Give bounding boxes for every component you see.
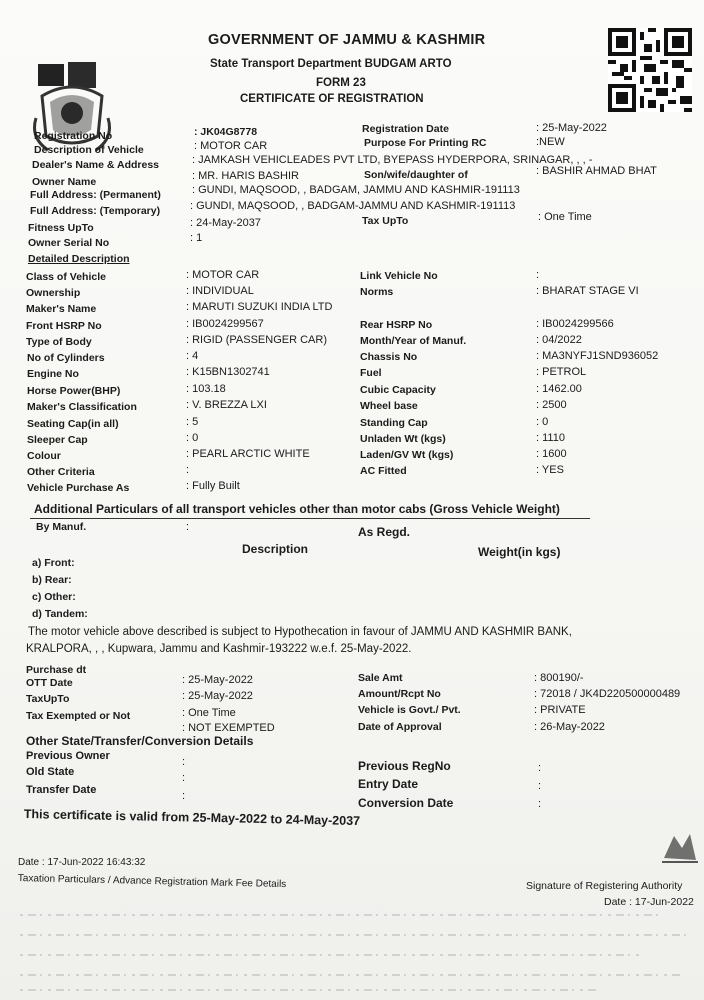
detailed-left-value: : PEARL ARCTIC WHITE: [186, 448, 310, 460]
purchase-left-value: : NOT EXEMPTED: [182, 722, 275, 734]
form-number: FORM 23: [316, 77, 366, 89]
detailed-left-value: : K15BN1302741: [186, 366, 270, 378]
qr-code-icon: [608, 28, 692, 112]
purchase-right-label: Date of Approval: [358, 721, 442, 733]
previous-owner-colon: :: [182, 756, 186, 768]
detailed-left-value: : Fully Built: [186, 480, 240, 492]
detailed-right-value: :: [536, 269, 540, 281]
detailed-left-label: Seating Cap(in all): [27, 418, 119, 430]
detailed-right-value: : 1110: [536, 432, 565, 444]
signature-label: Signature of Registering Authority: [526, 880, 683, 892]
purchase-left-value: : 25-May-2022: [182, 674, 253, 686]
purchase-right-label: Vehicle is Govt./ Pvt.: [358, 704, 461, 716]
government-title: GOVERNMENT OF JAMMU & KASHMIR: [208, 32, 486, 48]
value-description-vehicle: : MOTOR CAR: [194, 140, 268, 152]
value-full-address-temp: : GUNDI, MAQSOOD, , BADGAM-JAMMU AND KASHMIR-191113: [190, 200, 516, 212]
detailed-left-value: : MARUTI SUZUKI INDIA LTD: [186, 301, 333, 313]
detailed-left-value: : 103.18: [186, 383, 226, 395]
detailed-right-label: Link Vehicle No: [360, 270, 438, 282]
detailed-left-value: :: [186, 464, 190, 476]
detailed-right-value: : 2500: [536, 399, 567, 411]
purchase-right-value: : 72018 / JK4D220500000489: [534, 688, 681, 700]
detailed-right-value: : YES: [536, 464, 564, 476]
validity-statement: This certificate is valid from 25-May-2022 to 24-May-2037: [23, 807, 361, 829]
certificate-title: CERTIFICATE OF REGISTRATION: [240, 93, 424, 105]
value-owner-name: : MR. HARIS BASHIR: [192, 170, 299, 182]
detailed-right-value: : PETROL: [536, 366, 587, 378]
additional-divider: [30, 518, 590, 519]
detailed-description-heading: Detailed Description: [28, 253, 130, 265]
detailed-left-label: Other Criteria: [27, 466, 95, 478]
axle-rear: b) Rear:: [32, 574, 72, 586]
detailed-left-label: Maker's Classification: [27, 401, 137, 413]
detailed-right-label: Unladen Wt (kgs): [360, 433, 446, 445]
detailed-right-label: Rear HSRP No: [360, 319, 433, 331]
detailed-right-label: Laden/GV Wt (kgs): [360, 449, 454, 461]
detailed-left-value: : MOTOR CAR: [186, 269, 260, 281]
label-dealer-name: Dealer's Name & Address: [32, 159, 159, 171]
department-title: State Transport Department BUDGAM ARTO: [210, 58, 452, 70]
detailed-left-label: No of Cylinders: [27, 352, 105, 364]
purchase-left-label: OTT Date: [26, 677, 73, 689]
label-by-manuf: By Manuf.: [36, 521, 87, 533]
purchase-left-value: : 25-May-2022: [182, 690, 253, 702]
label-conversion-date: Conversion Date: [358, 796, 454, 810]
detailed-left-label: Maker's Name: [26, 303, 97, 315]
detailed-left-value: : 0: [186, 432, 199, 444]
detailed-left-label: Sleeper Cap: [27, 434, 88, 446]
value-son-of: : BASHIR AHMAD BHAT: [536, 165, 657, 177]
label-full-address-temp: Full Address: (Temporary): [30, 205, 161, 217]
purchase-left-label: Purchase dt: [26, 664, 87, 676]
detailed-left-value: : 4: [186, 350, 199, 362]
purchase-left-label: TaxUpTo: [26, 693, 70, 705]
value-fitness-upto: : 24-May-2037: [190, 217, 261, 229]
label-weight: Weight(in kgs): [478, 545, 561, 559]
hypothecation-line-2: KRALPORA, , , Kupwara, Jammu and Kashmir-193222 w.e.f. 25-May-2022.: [26, 643, 412, 655]
value-registration-date: : 25-May-2022: [536, 122, 607, 134]
axle-other: c) Other:: [32, 591, 76, 603]
detailed-right-value: : 04/2022: [536, 334, 582, 346]
detailed-left-label: Colour: [27, 450, 61, 462]
label-description: Description: [242, 542, 309, 556]
other-state-heading: Other State/Transfer/Conversion Details: [26, 734, 254, 748]
detailed-left-value: : IB0024299567: [186, 318, 264, 330]
detailed-right-value: : 1462.00: [536, 383, 582, 395]
detailed-right-label: Chassis No: [360, 351, 418, 363]
value-purpose: :NEW: [536, 136, 565, 148]
additional-particulars-heading: Additional Particulars of all transport vehicles other than motor cabs (Gross Vehicle Weight): [34, 502, 560, 516]
label-full-address-perm: Full Address: (Permanent): [30, 189, 161, 201]
purchase-right-label: Sale Amt: [358, 672, 403, 684]
value-full-address-perm: : GUNDI, MAQSOOD, , BADGAM, JAMMU AND KASHMIR-191113: [192, 184, 520, 196]
detailed-left-label: Type of Body: [26, 336, 92, 348]
detailed-right-label: Fuel: [360, 367, 382, 379]
purchase-left-label: Tax Exempted or Not: [26, 710, 131, 722]
detailed-left-label: Engine No: [27, 368, 79, 380]
hypothecation-line-1: The motor vehicle above described is subject to Hypothecation in favour of JAMMU AND KASHMIR BANK,: [28, 626, 572, 638]
label-registration-no: Registration No: [34, 130, 113, 142]
purchase-right-label: Amount/Rcpt No: [358, 688, 441, 700]
label-previous-owner: Previous Owner: [26, 750, 110, 762]
detailed-right-label: Month/Year of Manuf.: [360, 335, 467, 347]
detailed-left-label: Class of Vehicle: [26, 271, 106, 283]
detailed-right-value: : MA3NYFJ1SND936052: [536, 350, 659, 362]
detailed-right-value: : IB0024299566: [536, 318, 614, 330]
label-son-of: Son/wife/daughter of: [364, 169, 468, 181]
detailed-left-value: : V. BREZZA LXI: [186, 399, 267, 411]
label-owner-serial: Owner Serial No: [28, 237, 110, 249]
detailed-right-label: Norms: [360, 286, 394, 298]
by-manuf-colon: :: [186, 521, 190, 533]
value-registration-no: : JK04G8778: [194, 126, 258, 138]
authority-seal-icon: [660, 828, 700, 868]
label-transfer-date: Transfer Date: [26, 784, 97, 796]
print-date: Date : 17-Jun-2022 16:43:32: [18, 857, 146, 868]
old-state-colon: :: [182, 772, 186, 784]
taxation-particulars: Taxation Particulars / Advance Registration Mark Fee Details: [17, 872, 287, 891]
axle-tandem: d) Tandem:: [32, 608, 88, 620]
label-old-state: Old State: [26, 766, 75, 778]
detailed-right-label: Wheel base: [360, 400, 418, 412]
label-description-vehicle: Description of Vehicle: [34, 144, 144, 156]
signature-date: Date : 17-Jun-2022: [604, 896, 694, 908]
purchase-left-value: : One Time: [182, 707, 236, 719]
detailed-right-value: : BHARAT STAGE VI: [536, 285, 639, 297]
detailed-right-label: AC Fitted: [360, 465, 407, 477]
detailed-left-label: Vehicle Purchase As: [27, 482, 130, 494]
purchase-right-value: : 26-May-2022: [534, 721, 605, 733]
label-fitness-upto: Fitness UpTo: [28, 222, 94, 234]
conversion-date-colon: :: [538, 798, 542, 810]
purchase-right-value: : PRIVATE: [534, 704, 586, 716]
detailed-right-value: : 1600: [536, 448, 567, 460]
label-owner-name: Owner Name: [32, 176, 97, 188]
label-tax-upto: Tax UpTo: [362, 215, 409, 227]
detailed-left-label: Horse Power(BHP): [27, 385, 121, 397]
paper-bleed-texture: [0, 890, 704, 1000]
detailed-left-label: Front HSRP No: [26, 320, 102, 332]
detailed-left-value: : RIGID (PASSENGER CAR): [186, 334, 327, 346]
entry-date-colon: :: [538, 780, 542, 792]
value-owner-serial: : 1: [190, 232, 203, 244]
purchase-right-value: : 800190/-: [534, 672, 584, 684]
transfer-date-colon: :: [182, 790, 186, 802]
label-as-regd: As Regd.: [358, 525, 411, 539]
value-tax-upto: : One Time: [538, 211, 592, 223]
detailed-right-label: Cubic Capacity: [360, 384, 436, 396]
axle-front: a) Front:: [32, 557, 75, 569]
label-purpose: Purpose For Printing RC: [364, 137, 487, 149]
detailed-right-label: Standing Cap: [360, 417, 428, 429]
previous-regno-colon: :: [538, 762, 542, 774]
value-dealer-name: : JAMKASH VEHICLEADES PVT LTD, BYEPASS HYDERPORA, SRINAGAR, , , -: [192, 154, 593, 166]
detailed-right-value: : 0: [536, 416, 549, 428]
label-entry-date: Entry Date: [358, 777, 419, 791]
detailed-left-label: Ownership: [26, 287, 81, 299]
label-registration-date: Registration Date: [362, 123, 449, 135]
label-previous-regno: Previous RegNo: [358, 759, 451, 773]
detailed-left-value: : 5: [186, 416, 199, 428]
detailed-left-value: : INDIVIDUAL: [186, 285, 254, 297]
